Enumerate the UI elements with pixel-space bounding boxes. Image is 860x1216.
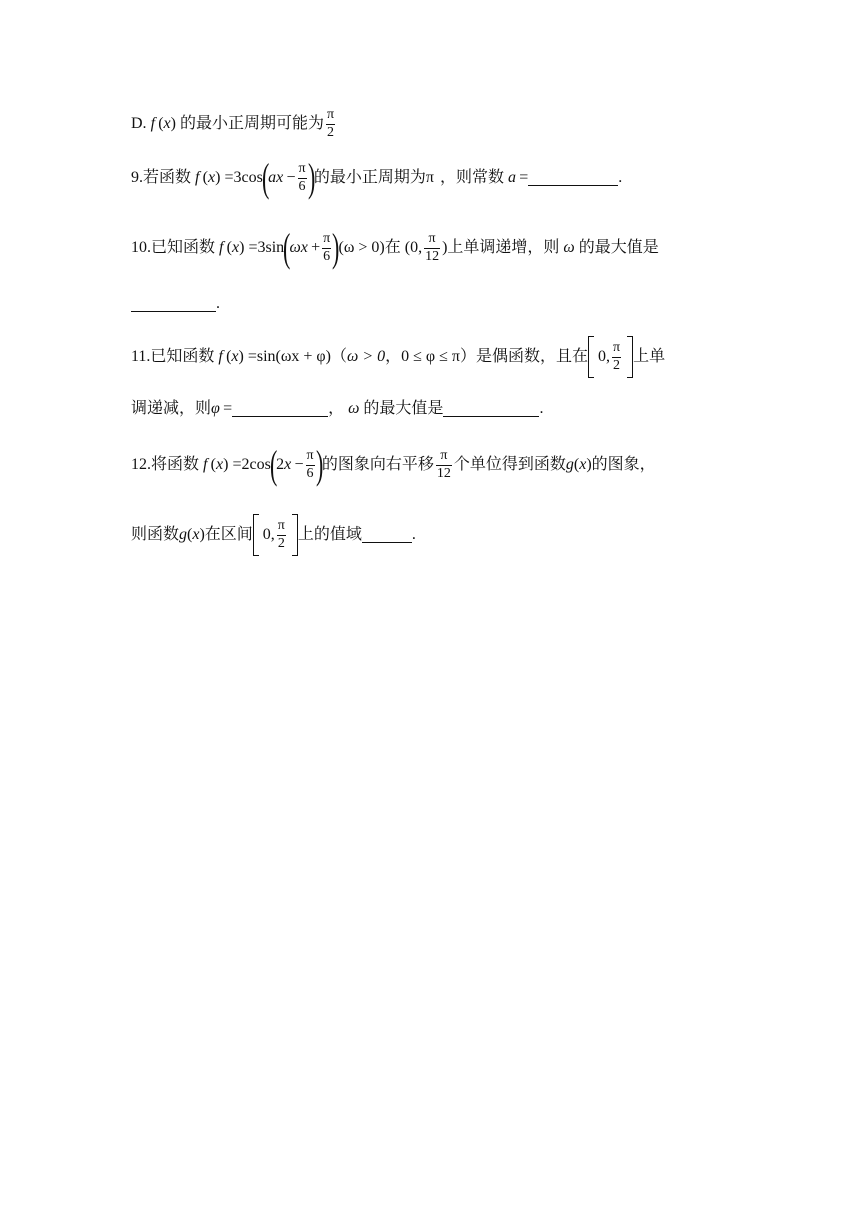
question-10-line2 (131, 296, 220, 312)
q11-omega-answer-blank[interactable] (443, 402, 539, 417)
fx-expression: f (x) (150, 115, 180, 133)
q9-fx: f (x) = (195, 169, 234, 186)
q12-coef: 2cos (241, 456, 271, 473)
q12-fx: f (x) = (203, 456, 242, 473)
q9-answer-blank[interactable] (528, 171, 618, 186)
q9-lead: 若函数 (143, 169, 192, 186)
left-paren: ( (269, 442, 278, 487)
q12-line2-tail: 上的值域 (297, 526, 362, 543)
question-11: 11. 已知函数 f (x) = sin(ωx + φ) （ ω > 0 ， 0 ≤ φ ≤ π ）是偶函数，且在 0, $\frac{\pi}{2}$ 上单 (131, 336, 665, 378)
option-d-label: D. (131, 115, 147, 133)
q12-gx-2: g(x) (179, 526, 205, 543)
question-10: 10. 已知函数 f (x) = 3sin ( ωx + $\frac{\pi}{6}$ ) (ω > 0) 在 (0, $\frac{\pi}{12}$ ) 上单调递增，则 ω 的最大值是 (131, 225, 659, 270)
q9-pi: π (425, 169, 434, 186)
q12-line2-mid: 在区间 (204, 526, 253, 543)
left-bracket (588, 336, 594, 378)
q11-phi-answer-blank[interactable] (232, 402, 328, 417)
q10-tail: 上单调递增，则 (447, 239, 560, 256)
q11-end: . (539, 400, 544, 417)
q11-cond1: ω > 0 (347, 348, 386, 365)
q9-tail: ，则常数 (439, 169, 504, 186)
q10-omega-x: ωx (289, 239, 308, 256)
q12-mid2: 个单位得到函数 (453, 456, 566, 473)
q10-answer-blank[interactable] (131, 297, 216, 312)
q11-lead: 已知函数 (150, 348, 215, 365)
question-9: 9. 若函数 f (x) = 3cos ( ax − $\frac{\pi}{6}$ ) 的最小正周期为 π ，则常数 a = . (131, 155, 623, 200)
q11-cond-close: ）是偶函数，且在 (460, 348, 589, 365)
q12-number: 12. (131, 456, 151, 473)
q12-fraction: $\frac{\pi}{6}$ (306, 447, 314, 481)
q9-end: . (618, 169, 623, 186)
left-bracket (253, 514, 259, 556)
q11-phi: φ (211, 400, 220, 417)
q12-mid: 的图象向右平移 (321, 456, 434, 473)
right-paren: ) (307, 155, 315, 200)
q12-tail: 的图象， (591, 456, 656, 473)
q11-expr: sin(ωx + φ) (256, 348, 331, 365)
q12-2x: 2x − (276, 456, 304, 473)
left-paren: ( (283, 225, 291, 270)
question-12-line2: 则函数 g(x) 在区间 0, $\frac{\pi}{2}$ 上的值域 . (131, 514, 416, 556)
q12-lead: 将函数 (151, 456, 200, 473)
q10-end: . (216, 295, 220, 312)
q11-line2-lead: 调递减，则 (131, 400, 212, 417)
question-11-line2: 调递减，则 φ = ， ω 的最大值是 . (131, 400, 544, 417)
q9-number: 9. (131, 169, 143, 186)
q10-in: 在 (384, 239, 401, 256)
q9-mid: 的最小正周期为 (313, 169, 426, 186)
q10-interval-fraction: $\frac{\pi}{12}$ (425, 230, 440, 264)
q10-tail2: 的最大值是 (578, 239, 659, 256)
q10-fx: f (x) = (219, 239, 258, 256)
q9-ax: ax (268, 169, 284, 186)
option-d-text: 的最小正周期可能为 (179, 115, 324, 133)
left-paren: ( (261, 155, 270, 200)
q12-shift-fraction: $\frac{\pi}{12}$ (436, 447, 451, 481)
q10-coef: 3sin (257, 239, 285, 256)
q12-gx: g(x) (565, 456, 592, 473)
q11-number: 11. (131, 348, 151, 365)
q11-omega: ω (344, 400, 364, 417)
q12-end: . (411, 526, 416, 543)
q11-fraction: $\frac{\pi}{2}$ (613, 339, 621, 373)
q11-tail: 上单 (633, 348, 666, 365)
q11-cond2: 0 ≤ φ ≤ π (401, 348, 460, 365)
q12-answer-blank[interactable] (362, 528, 412, 543)
q10-condition: (ω > 0) (338, 239, 385, 256)
q12-line2-lead: 则函数 (131, 526, 180, 543)
q10-omega: ω (559, 239, 579, 256)
q10-fraction: $\frac{\pi}{6}$ (323, 230, 331, 264)
fraction-pi-over-2: $\frac{\pi}{2}$ (327, 107, 335, 140)
right-paren: ) (315, 442, 323, 487)
q9-fraction: $\frac{\pi}{6}$ (298, 160, 306, 194)
q10-number: 10. (131, 239, 151, 256)
question-12 (131, 442, 656, 487)
right-paren: ) (332, 225, 340, 270)
q12-interval-fraction: $\frac{\pi}{2}$ (277, 517, 285, 551)
option-d (131, 108, 337, 140)
q9-coef: 3cos (233, 169, 263, 186)
q10-lead: 已知函数 (151, 239, 216, 256)
q11-fx: f (x) = (218, 348, 257, 365)
q9-a: a (503, 169, 516, 186)
q11-line2-mid: 的最大值是 (363, 400, 444, 417)
